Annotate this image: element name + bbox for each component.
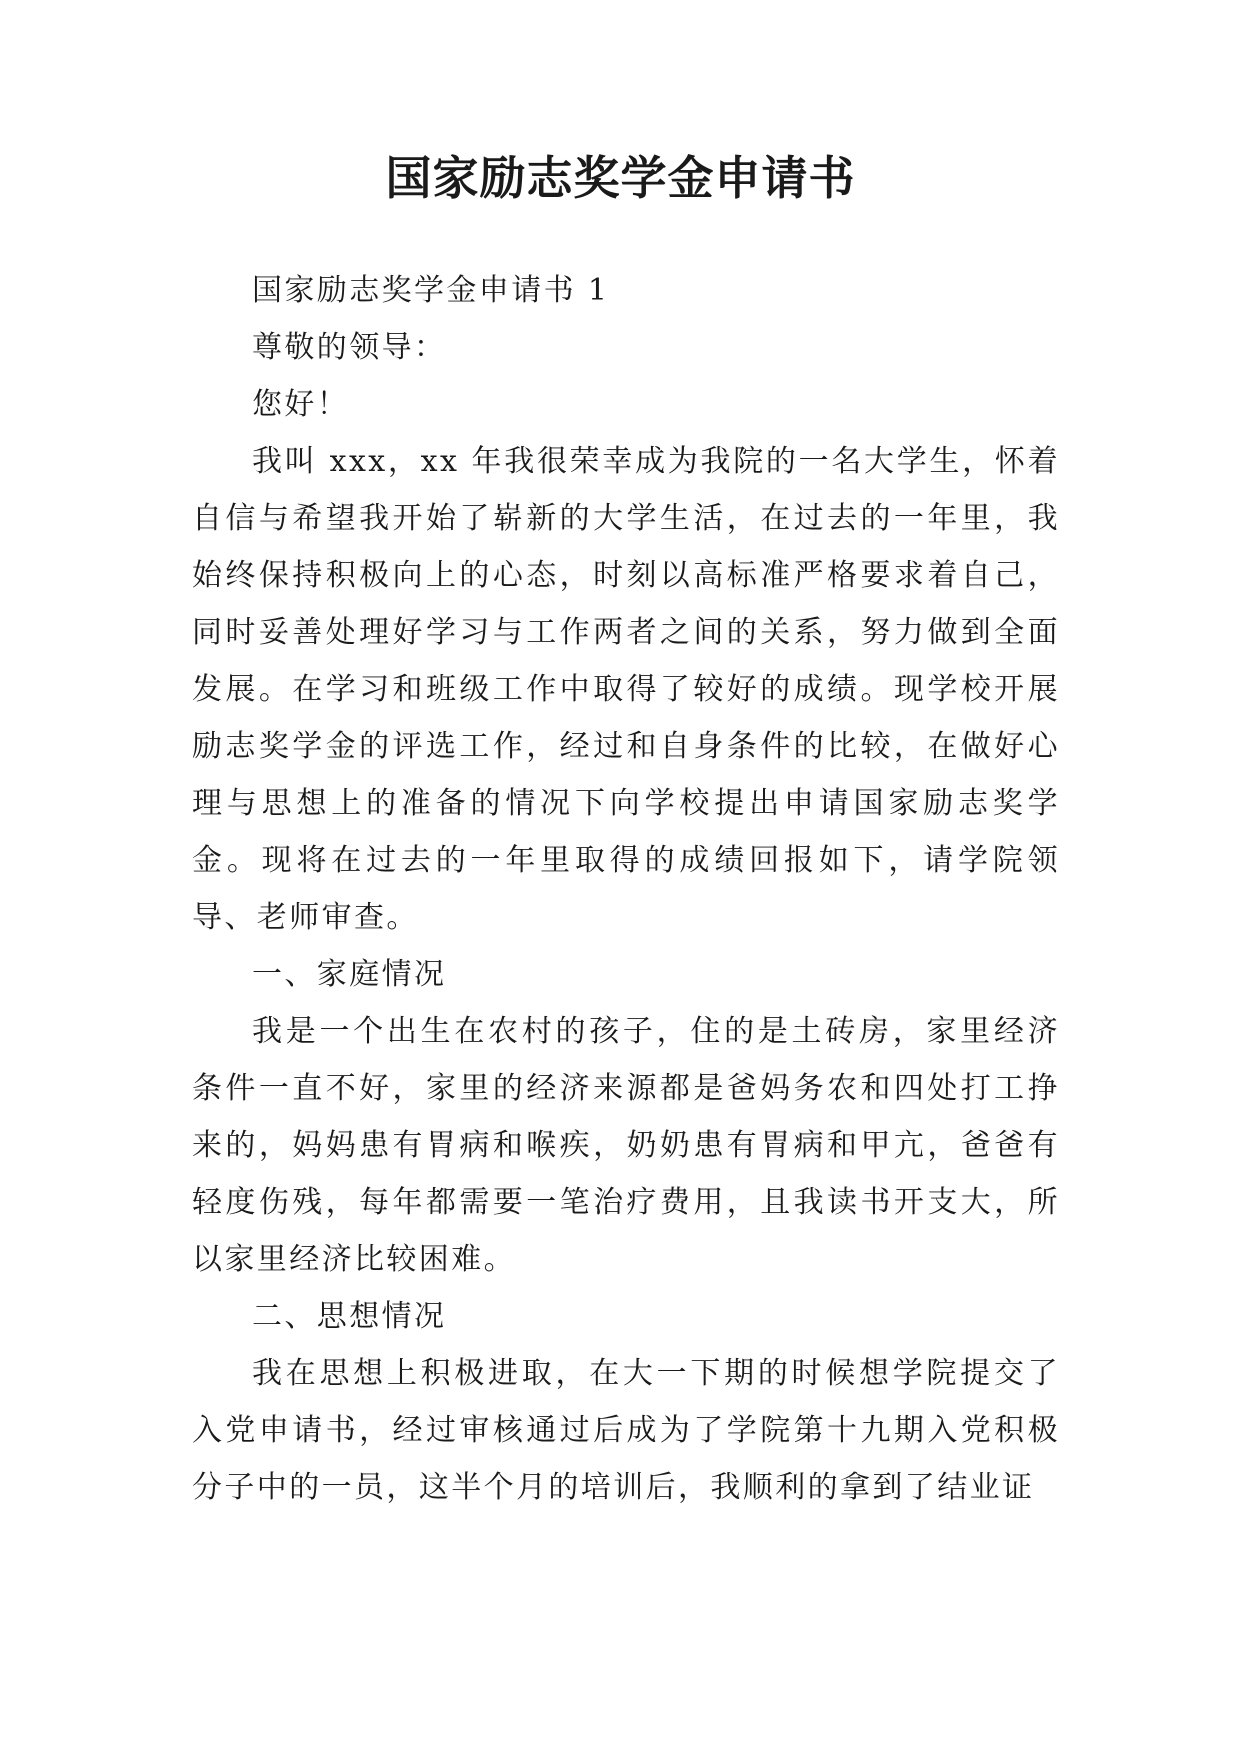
paragraph-salutation: 尊敬的领导： — [252, 330, 447, 365]
paragraph-greeting: 您好！ — [252, 387, 350, 422]
document-body — [192, 262, 1060, 1516]
document-title: 国家励志奖学金申请书 — [385, 151, 856, 205]
paragraph-family: 我是一个出生在农村的孩子，住的是土砖房，家里经济条件一直不好，家里的经济来源都是爸妈务农和四处打工挣来的，妈妈患有胃病和喉疾，奶奶患有胃病和甲亢，爸爸有轻度伤残，每年都需要一笔治疗费用，且我读书开支大，所以家里经济比较困难。 — [192, 1014, 1060, 1277]
paragraph-introduction: 我叫 xxx，xx 年我很荣幸成为我院的一名大学生，怀着自信与希望我开始了崭新的大学生活，在过去的一年里，我始终保持积极向上的心态，时刻以高标准严格要求着自己，同时妥善处理好学习与工作两者之间的关系，努力做到全面发展。在学习和班级工作中取得了较好的成绩。现学校开展励志奖学金的评选工作，经过和自身条件的比较，在做好心理与思想上的准备的情况下向学校提出申请国家励志奖学金。现将在过去的一年里取得的成绩回报如下，请学院领导、老师审查。 — [192, 444, 1060, 935]
paragraph-heading: 国家励志奖学金申请书 1 — [252, 273, 610, 308]
section-heading-family: 一、家庭情况 — [252, 957, 447, 992]
section-heading-thoughts: 二、思想情况 — [252, 1299, 447, 1334]
paragraph-thoughts: 我在思想上积极进取，在大一下期的时候想学院提交了入党申请书，经过审核通过后成为了学院第十九期入党积极分子中的一员，这半个月的培训后，我顺利的拿到了结业证 — [192, 1356, 1060, 1505]
